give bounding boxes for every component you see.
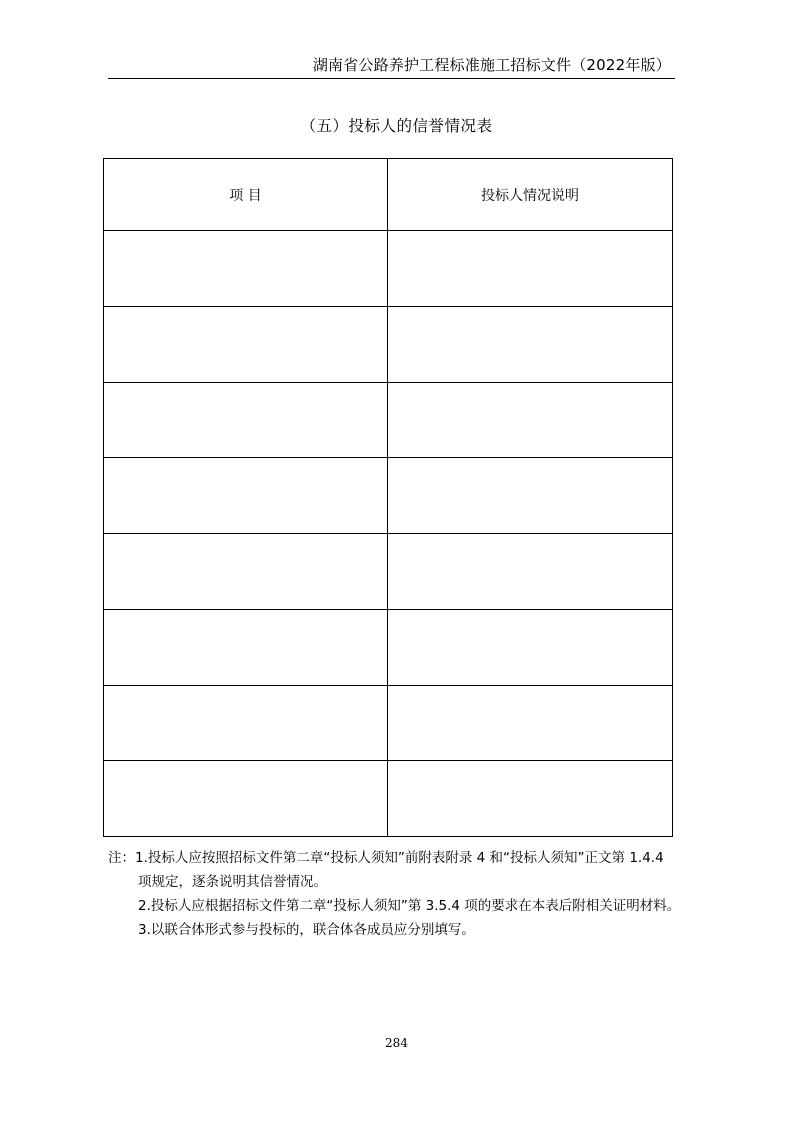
table-row [104,231,673,307]
page-header [108,52,675,79]
table-cell-description[interactable] [388,231,673,307]
table-cell-item[interactable] [104,382,388,458]
table-row [104,685,673,761]
column-header-item: 项 目 [104,159,388,231]
table-row [104,382,673,458]
table-cell-item[interactable] [104,761,388,837]
notes [108,846,708,942]
table-cell-item[interactable] [104,609,388,685]
header-title: 湖南省公路养护工程标准施工招标文件（2022年版） [312,56,671,74]
table-cell-description[interactable] [388,534,673,610]
table-cell-item[interactable] [104,231,388,307]
note-prefix: 注： [108,850,135,866]
table-cell-item[interactable] [104,306,388,382]
table-cell-description[interactable] [388,761,673,837]
table-cell-description[interactable] [388,609,673,685]
note-1-text: 1.投标人应按照招标文件第二章“投标人须知”前附表附录 4 和“投标人须知”正文第 1.4.4 [135,850,664,866]
table-header-row [104,159,673,231]
table-row [104,609,673,685]
table-row [104,458,673,534]
table-cell-item[interactable] [104,534,388,610]
note-line-1 [108,846,708,870]
page-number: 284 [385,1036,408,1050]
section-title: （五）投标人的信誉情况表 [300,117,493,135]
table-cell-description[interactable] [388,382,673,458]
note-line-2: 2.投标人应根据招标文件第二章“投标人须知”第 3.5.4 项的要求在本表后附相关证明材料。 [138,898,681,914]
table-cell-item[interactable] [104,458,388,534]
column-header-description: 投标人情况说明 [388,159,673,231]
table-cell-description[interactable] [388,306,673,382]
table-row [104,761,673,837]
note-line-3: 3.以联合体形式参与投标的，联合体各成员应分别填写。 [138,922,475,938]
table-row [104,306,673,382]
table-cell-item[interactable] [104,685,388,761]
note-line-1-continued: 项规定，逐条说明其信誉情况。 [138,874,327,890]
reputation-table [103,158,673,837]
table-cell-description[interactable] [388,458,673,534]
table-cell-description[interactable] [388,685,673,761]
table-row [104,534,673,610]
